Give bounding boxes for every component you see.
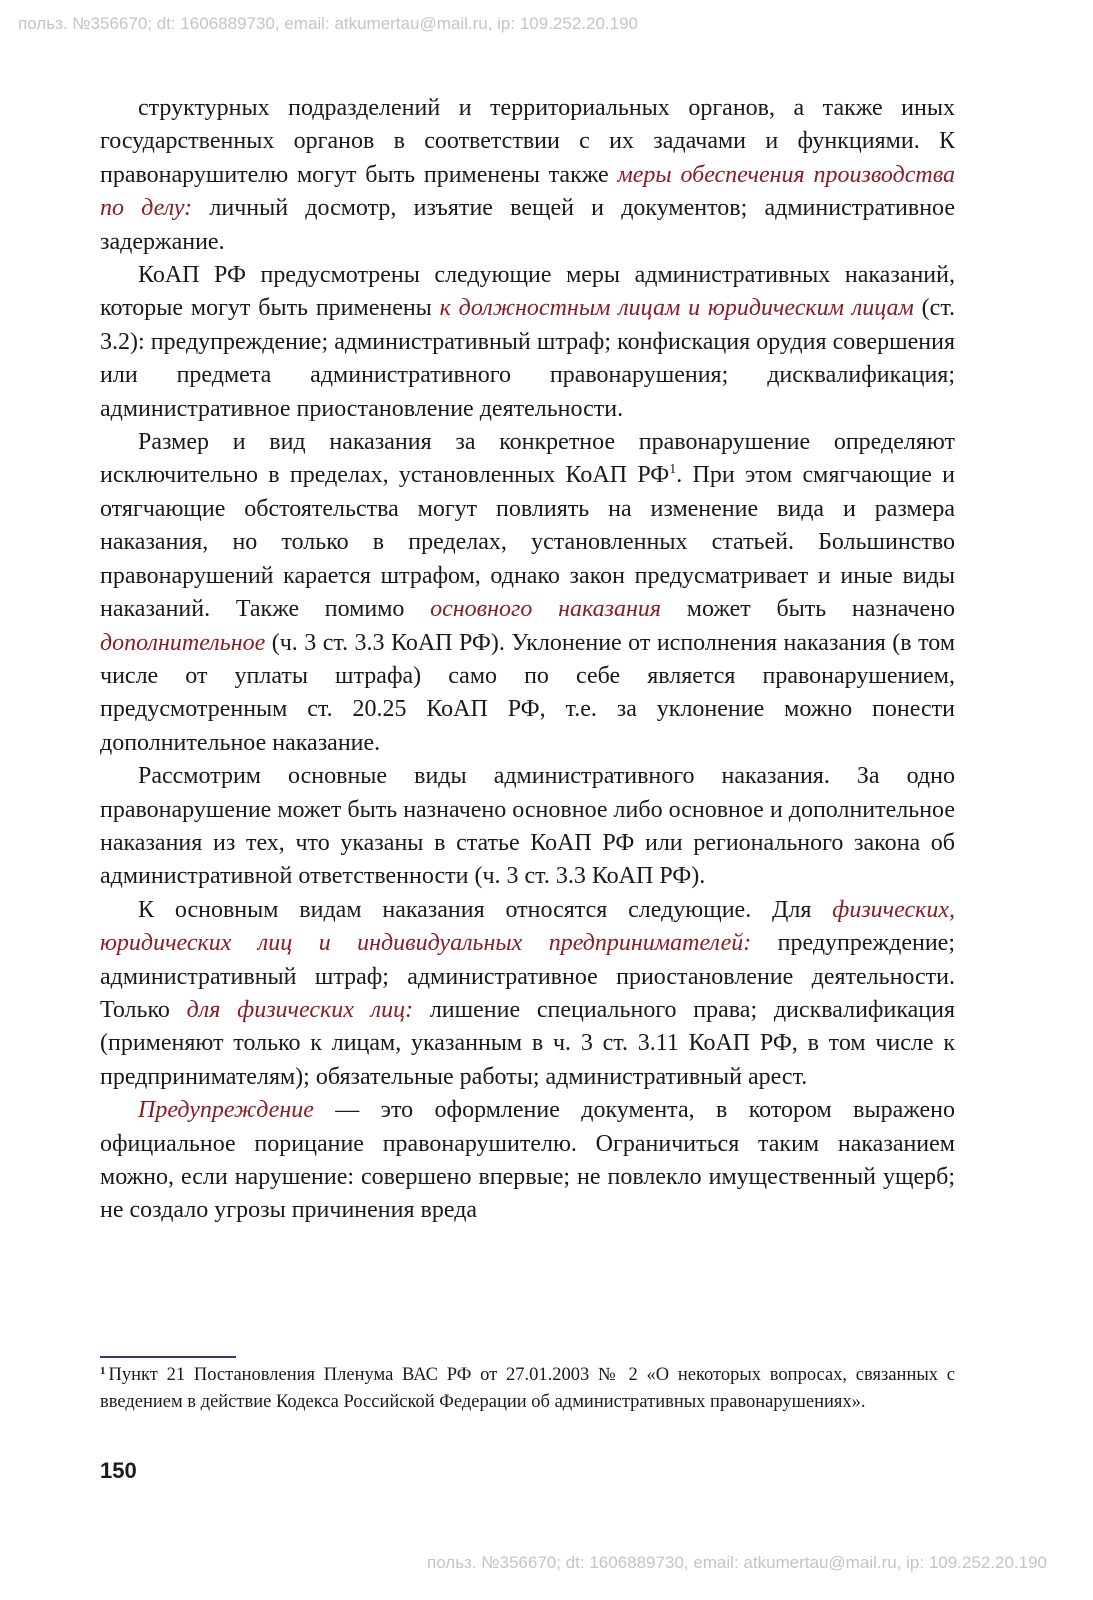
text-run: структурных подразделений и территориальных органов, а также иных государственных органов в соответствии с их задачами и функциями. К правонарушителю могут быть применены также	[100, 95, 955, 188]
paragraph-5	[100, 894, 955, 1094]
emphasized-text: меры обеспечения производства по делу:	[100, 161, 955, 222]
emphasized-text: к должностным лицам и юридическим лицам	[439, 295, 914, 322]
footnote-marker: 1	[100, 1365, 106, 1377]
emphasized-text: основного наказания	[430, 596, 662, 623]
footnote-text: Пункт 21 Постановления Пленума ВАС РФ от 27.01.2003 № 2 «О некоторых вопросах, связанных с введением в действие Кодекса Российской Федерации об административных правонарушениях».	[100, 1365, 955, 1412]
text-run: КоАП РФ предусмотрены следующие меры административных наказаний, которые могут быть применены	[100, 262, 955, 322]
text-run: может быть назначено	[661, 596, 955, 623]
text-run: Размер и вид наказания за конкретное правонарушение определяют исключительно в пределах, установленных КоАП РФ	[100, 429, 955, 489]
page-number: 150	[100, 1458, 137, 1483]
body-text	[100, 92, 955, 1228]
watermark-bottom: польз. №356670; dt: 1606889730, email: atkumertau@mail.ru, ip: 109.252.20.190	[426, 1553, 1047, 1572]
text-run: (ст. 3.2): предупреждение; административный штраф; конфискация орудия совершения или предмета административного правонарушения; дисквалификация; административное приостановление деятельности.	[100, 295, 956, 422]
text-run: . При этом смягчающие и отягчающие обстоятельства могут повлиять на изменение вида и размера наказания, но только в пределах, установленных статьей. Большинство правонарушений карается штрафом, однако закон предусматривает и иные виды наказаний. Также помимо	[100, 462, 956, 623]
paragraph-2	[100, 259, 955, 426]
footnote-divider	[100, 1356, 236, 1358]
text-run: (ч. 3 ст. 3.3 КоАП РФ). Уклонение от исполнения наказания (в том числе от уплаты штрафа) само по себе является правонарушением, предусмотренным ст. 20.25 КоАП РФ, т.е. за уклонение можно понести дополнительное наказание.	[100, 629, 955, 756]
text-run: — это оформление документа, в котором выражено официальное порицание правонарушителю. Ограничиться таким наказанием можно, если нарушение: совершено впервые; не повлекло имущественный ущерб; не создало угрозы причинения вреда	[100, 1097, 955, 1224]
text-run: К основным видам наказания относятся следующие. Для	[138, 896, 833, 923]
paragraph-3	[100, 426, 955, 760]
paragraph-6	[100, 1094, 955, 1228]
emphasized-text: Предупреждение	[138, 1097, 314, 1124]
watermark-top: польз. №356670; dt: 1606889730, email: atkumertau@mail.ru, ip: 109.252.20.190	[18, 14, 639, 33]
text-run: предупреждение; административный штраф; административное приостановление деятельности. Только	[100, 930, 956, 1023]
footnote	[100, 1362, 955, 1415]
footnote-reference: 1	[669, 462, 677, 478]
paragraph-1	[100, 92, 955, 259]
text-run: Рассмотрим основные виды административного наказания. За одно правонарушение может быть назначено основное либо основное и дополнительное наказания из тех, что указаны в статье КоАП РФ или регионального закона об административной ответственности (ч. 3 ст. 3.3 КоАП РФ).	[100, 763, 955, 890]
emphasized-text: физических, юридических лиц и индивидуальных предпринимателей:	[100, 896, 955, 957]
text-run: личный досмотр, изъятие вещей и документов; административное задержание.	[100, 195, 955, 255]
text-run: лишение специального права; дисквалификация (применяют только к лицам, указанным в ч. 3 ст. 3.11 КоАП РФ, в том числе к предпринимателям); обязательные работы; административный арест.	[100, 996, 956, 1090]
footnote-paragraph	[100, 1362, 955, 1415]
emphasized-text: для физических лиц:	[186, 996, 414, 1023]
emphasized-text: дополнительное	[100, 629, 266, 656]
paragraph-4	[100, 760, 955, 894]
